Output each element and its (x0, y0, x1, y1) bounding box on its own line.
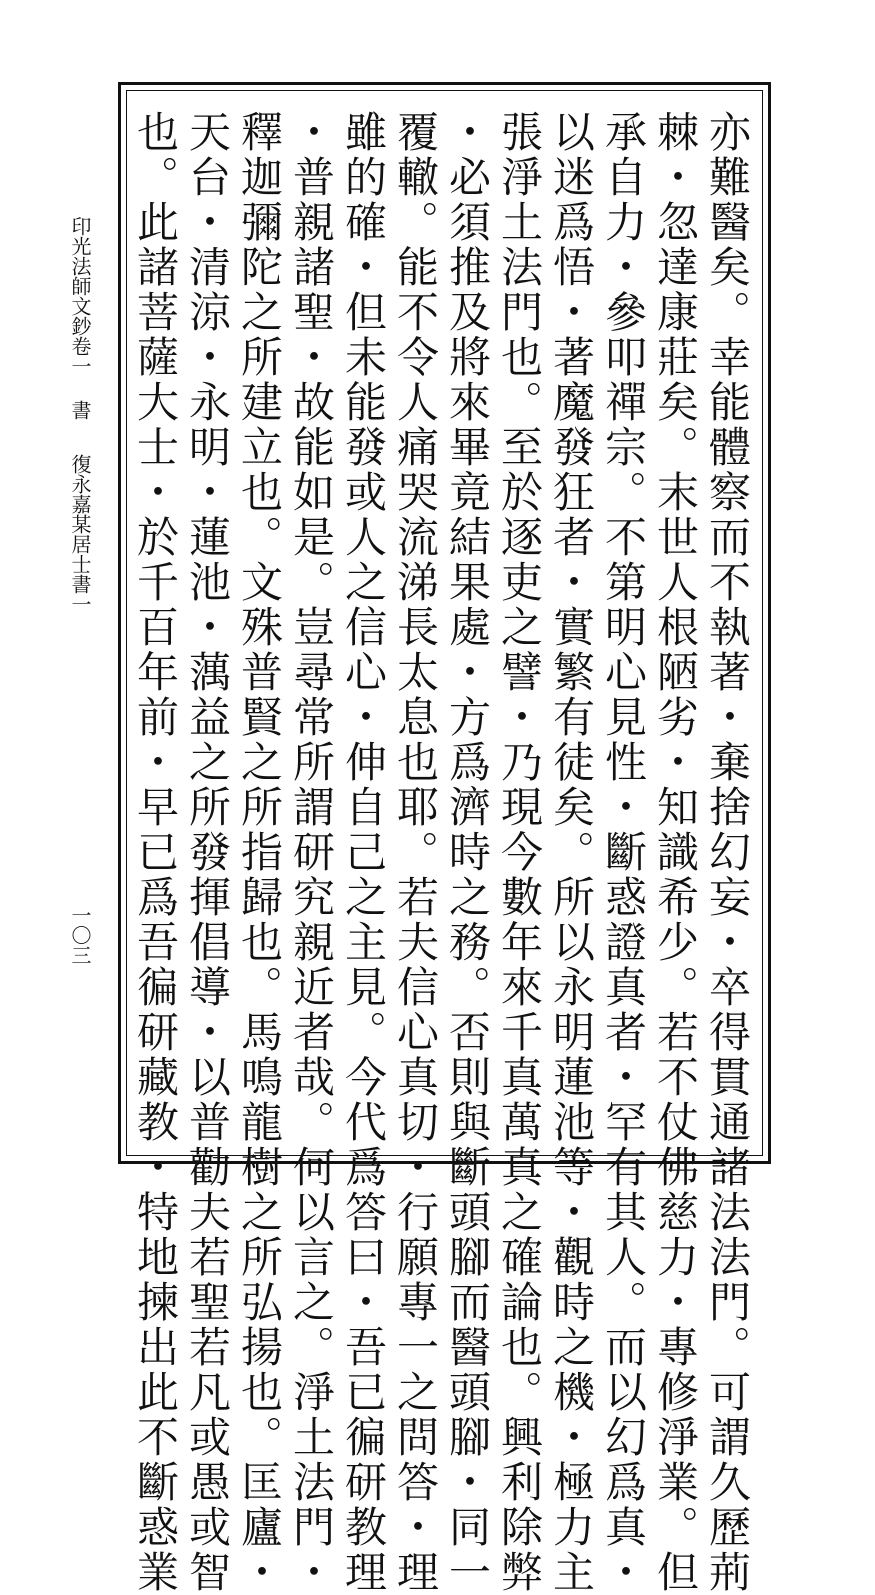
text-column-8: 雖的確・但未能發或人之信心・伸自己之主見。今代爲答曰・吾已徧研教理 (339, 110, 388, 1595)
text-column-6: ・必須推及將來畢竟結果處・方爲濟時之務。否則與斷頭腳而醫頭腳・同一 (443, 110, 492, 1595)
text-column-4: 以迷爲悟・著魔發狂者・實繁有徒矣。所以永明蓮池等・觀時之機・極力主 (547, 110, 596, 1595)
text-column-5: 張淨土法門也。至於逐吏之譬・乃現今數年來千真萬真之確論也。興利除弊 (495, 110, 544, 1595)
letter-title: 復永嘉某居士書一 (68, 454, 92, 614)
text-column-1: 亦難醫矣。幸能體察而不執著・棄捨幻妄・卒得貫通諸法法門。可謂久歷荊 (703, 110, 752, 1595)
text-column-2: 棘・忽達康莊矣。末世人根陋劣・知識希少。若不仗佛慈力・專修淨業。但 (651, 110, 700, 1595)
text-column-12: 也。此諸菩薩大士・於千百年前・早已爲吾徧研藏教・特地揀出此不斷惑業 (131, 110, 180, 1595)
text-column-7: 覆轍。能不令人痛哭流涕長太息也耶。若夫信心真切・行願專一之問答・理 (391, 110, 440, 1595)
page-number: 一〇三 (68, 905, 92, 965)
text-column-3: 承自力・參叩禪宗。不第明心見性・斷惑證真者・罕有其人。而以幻爲真・ (599, 110, 648, 1595)
book-title: 印光法師文鈔卷一 (68, 216, 92, 376)
text-column-11: 天台・清涼・永明・蓮池・蕅益之所發揮倡導・以普勸夫若聖若凡或愚或智 (183, 110, 232, 1595)
text-column-9: ・普親諸聖・故能如是。豈尋常所謂研究親近者哉。何以言之。淨土法門・ (287, 110, 336, 1595)
section-label: 書 (68, 400, 92, 420)
text-column-10: 釋迦彌陀之所建立也。文殊普賢之所指歸也。馬鳴龍樹之所弘揚也。匡廬・ (235, 110, 284, 1595)
